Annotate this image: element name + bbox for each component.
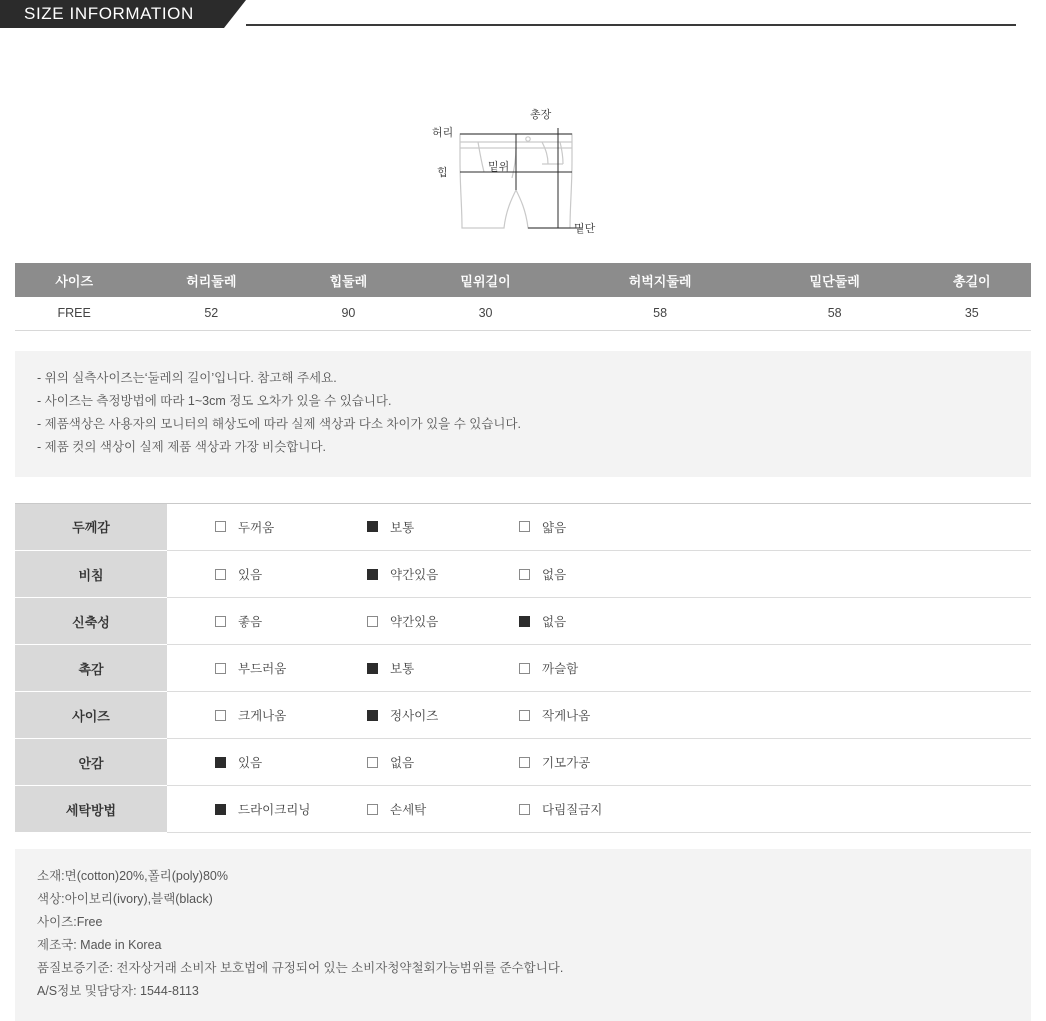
product-info-line: 품질보증기준: 전자상거래 소비자 보호법에 규정되어 있는 소비자청약철회가능범위를 준수합니다. — [37, 961, 564, 975]
note-line: - 사이즈는 측정방법에 따라 1~3cm 정도 오차가 있을 수 있습니다. — [37, 393, 392, 408]
product-info-line: 제조국: Made in Korea — [37, 938, 162, 952]
size-table-header-row — [15, 263, 1031, 297]
product-info — [15, 849, 1031, 1021]
attribute-label: 세탁방법 — [15, 786, 167, 833]
attribute-label: 안감 — [15, 739, 167, 786]
attribute-options — [167, 551, 1031, 598]
attribute-option[interactable] — [367, 706, 519, 724]
attribute-option[interactable] — [519, 565, 671, 583]
diagram-label-hem: 밑단 — [574, 223, 596, 235]
attribute-option[interactable] — [519, 518, 671, 536]
attribute-option-label: 약간있음 — [390, 568, 439, 582]
attribute-label: 사이즈 — [15, 692, 167, 739]
option-row — [215, 706, 1030, 724]
attribute-option-label: 손세탁 — [390, 803, 427, 817]
attribute-label: 두께감 — [15, 504, 167, 551]
checkbox-icon[interactable] — [367, 616, 378, 627]
attribute-option[interactable] — [215, 518, 367, 536]
shorts-illustration — [420, 98, 640, 248]
attribute-option[interactable] — [519, 612, 671, 630]
diagram-label-hip: 힙 — [437, 167, 448, 179]
attribute-option-label: 까슬함 — [542, 662, 579, 676]
attribute-options — [167, 786, 1031, 833]
size-table-cell: 90 — [289, 297, 407, 330]
option-row — [215, 753, 1030, 771]
option-row — [215, 659, 1030, 677]
attribute-row — [15, 551, 1031, 598]
checkbox-checked-icon[interactable] — [367, 521, 378, 532]
attribute-option-label: 없음 — [542, 568, 567, 582]
size-table-header-cell: 밑단둘레 — [757, 263, 913, 297]
attribute-options — [167, 504, 1031, 551]
attribute-option[interactable] — [519, 800, 671, 818]
checkbox-icon[interactable] — [215, 663, 226, 674]
checkbox-checked-icon[interactable] — [215, 804, 226, 815]
attribute-option[interactable] — [367, 753, 519, 771]
attribute-option-label: 드라이크리닝 — [238, 803, 311, 817]
attribute-option-label: 기모가공 — [542, 756, 591, 770]
checkbox-checked-icon[interactable] — [519, 616, 530, 627]
attribute-row — [15, 645, 1031, 692]
attribute-options — [167, 692, 1031, 739]
page-title: SIZE INFORMATION — [24, 4, 194, 23]
attribute-option[interactable] — [215, 753, 367, 771]
diagram-label-total-length: 총장 — [530, 109, 552, 121]
size-table-header-cell: 사이즈 — [15, 263, 133, 297]
attribute-option-label: 있음 — [238, 756, 263, 770]
checkbox-icon[interactable] — [519, 521, 530, 532]
section-header — [0, 0, 1046, 28]
attribute-row — [15, 786, 1031, 833]
attribute-option-label: 두꺼움 — [238, 520, 275, 535]
checkbox-checked-icon[interactable] — [367, 710, 378, 721]
attribute-option[interactable] — [215, 800, 367, 818]
option-row — [215, 612, 1030, 630]
header-rule — [246, 24, 1016, 26]
product-info-line: A/S정보 및담당자: 1544-8113 — [37, 984, 199, 998]
option-row — [215, 518, 1030, 536]
checkbox-icon[interactable] — [519, 663, 530, 674]
attribute-option-label: 없음 — [542, 615, 567, 629]
size-table-header-cell: 힙둘레 — [289, 263, 407, 297]
attribute-option-label: 얇음 — [542, 520, 567, 535]
size-table-cell: 52 — [133, 297, 289, 330]
checkbox-checked-icon[interactable] — [367, 663, 378, 674]
product-info-line: 소재:면(cotton)20%,폴리(poly)80% — [37, 869, 228, 883]
attribute-option-label: 약간있음 — [390, 615, 439, 629]
attribute-option-label: 작게나옴 — [542, 709, 591, 723]
attribute-option-label: 크게나옴 — [238, 709, 287, 723]
attribute-table — [15, 504, 1031, 834]
attribute-row — [15, 598, 1031, 645]
attribute-option[interactable] — [367, 659, 519, 677]
attribute-option[interactable] — [367, 565, 519, 583]
size-table-cell: 30 — [408, 297, 564, 330]
garment-diagram — [0, 28, 1046, 263]
checkbox-checked-icon[interactable] — [215, 757, 226, 768]
size-table-wrapper — [15, 263, 1031, 331]
attribute-options — [167, 739, 1031, 786]
attribute-option-label: 다림질금지 — [542, 803, 603, 817]
checkbox-icon[interactable] — [519, 757, 530, 768]
checkbox-icon[interactable] — [367, 804, 378, 815]
size-notes — [15, 351, 1031, 477]
product-info-line: 사이즈:Free — [37, 915, 103, 929]
table-row — [15, 297, 1031, 330]
attribute-option-label: 보통 — [390, 520, 415, 535]
attribute-option-label: 있음 — [238, 568, 263, 582]
size-table-header-cell: 허리둘레 — [133, 263, 289, 297]
note-line: - 위의 실측사이즈는‘둘레의 길이’입니다. 참고해 주세요. — [37, 370, 337, 385]
size-table-cell: 58 — [563, 297, 756, 330]
attribute-row — [15, 692, 1031, 739]
note-line: - 제품색상은 사용자의 모니터의 해상도에 따라 실제 색상과 다소 차이가 있을 수 있습니다. — [37, 416, 522, 431]
attribute-option-label: 보통 — [390, 662, 415, 676]
checkbox-icon[interactable] — [519, 804, 530, 815]
diagram-label-rise: 밑위 — [488, 161, 510, 173]
checkbox-checked-icon[interactable] — [367, 569, 378, 580]
attribute-options — [167, 645, 1031, 692]
attribute-table-wrapper — [15, 503, 1031, 834]
attribute-option[interactable] — [215, 659, 367, 677]
attribute-label: 신축성 — [15, 598, 167, 645]
size-table-header-cell: 총길이 — [913, 263, 1031, 297]
option-row — [215, 800, 1030, 818]
attribute-option-label: 정사이즈 — [390, 709, 439, 723]
attribute-option[interactable] — [367, 800, 519, 818]
diagram-label-waist: 허리 — [432, 127, 454, 139]
checkbox-icon[interactable] — [519, 569, 530, 580]
attribute-option[interactable] — [519, 659, 671, 677]
attribute-option[interactable] — [519, 753, 671, 771]
checkbox-icon[interactable] — [519, 710, 530, 721]
attribute-option-label: 없음 — [390, 756, 415, 770]
checkbox-icon[interactable] — [367, 757, 378, 768]
checkbox-icon[interactable] — [215, 569, 226, 580]
checkbox-icon[interactable] — [215, 521, 226, 532]
attribute-option[interactable] — [215, 612, 367, 630]
size-table-cell: FREE — [15, 297, 133, 330]
attribute-row — [15, 504, 1031, 551]
attribute-row — [15, 739, 1031, 786]
checkbox-icon[interactable] — [215, 710, 226, 721]
header-tab-slant — [224, 0, 246, 28]
attribute-label: 촉감 — [15, 645, 167, 692]
checkbox-icon[interactable] — [215, 616, 226, 627]
attribute-option[interactable] — [367, 612, 519, 630]
size-table-header-cell: 밑위길이 — [408, 263, 564, 297]
attribute-option[interactable] — [215, 565, 367, 583]
attribute-option[interactable] — [367, 518, 519, 536]
attribute-options — [167, 598, 1031, 645]
attribute-label: 비침 — [15, 551, 167, 598]
product-info-line: 색상:아이보리(ivory),블랙(black) — [37, 892, 213, 906]
attribute-option[interactable] — [215, 706, 367, 724]
size-table-cell: 58 — [757, 297, 913, 330]
attribute-option-label: 부드러움 — [238, 662, 287, 676]
attribute-option[interactable] — [519, 706, 671, 724]
size-table-header-cell: 허벅지둘레 — [563, 263, 756, 297]
attribute-option-label: 좋음 — [238, 615, 263, 629]
size-table — [15, 263, 1031, 331]
note-line: - 제품 컷의 색상이 실제 제품 색상과 가장 비슷합니다. — [37, 439, 326, 454]
size-table-cell: 35 — [913, 297, 1031, 330]
option-row — [215, 565, 1030, 583]
